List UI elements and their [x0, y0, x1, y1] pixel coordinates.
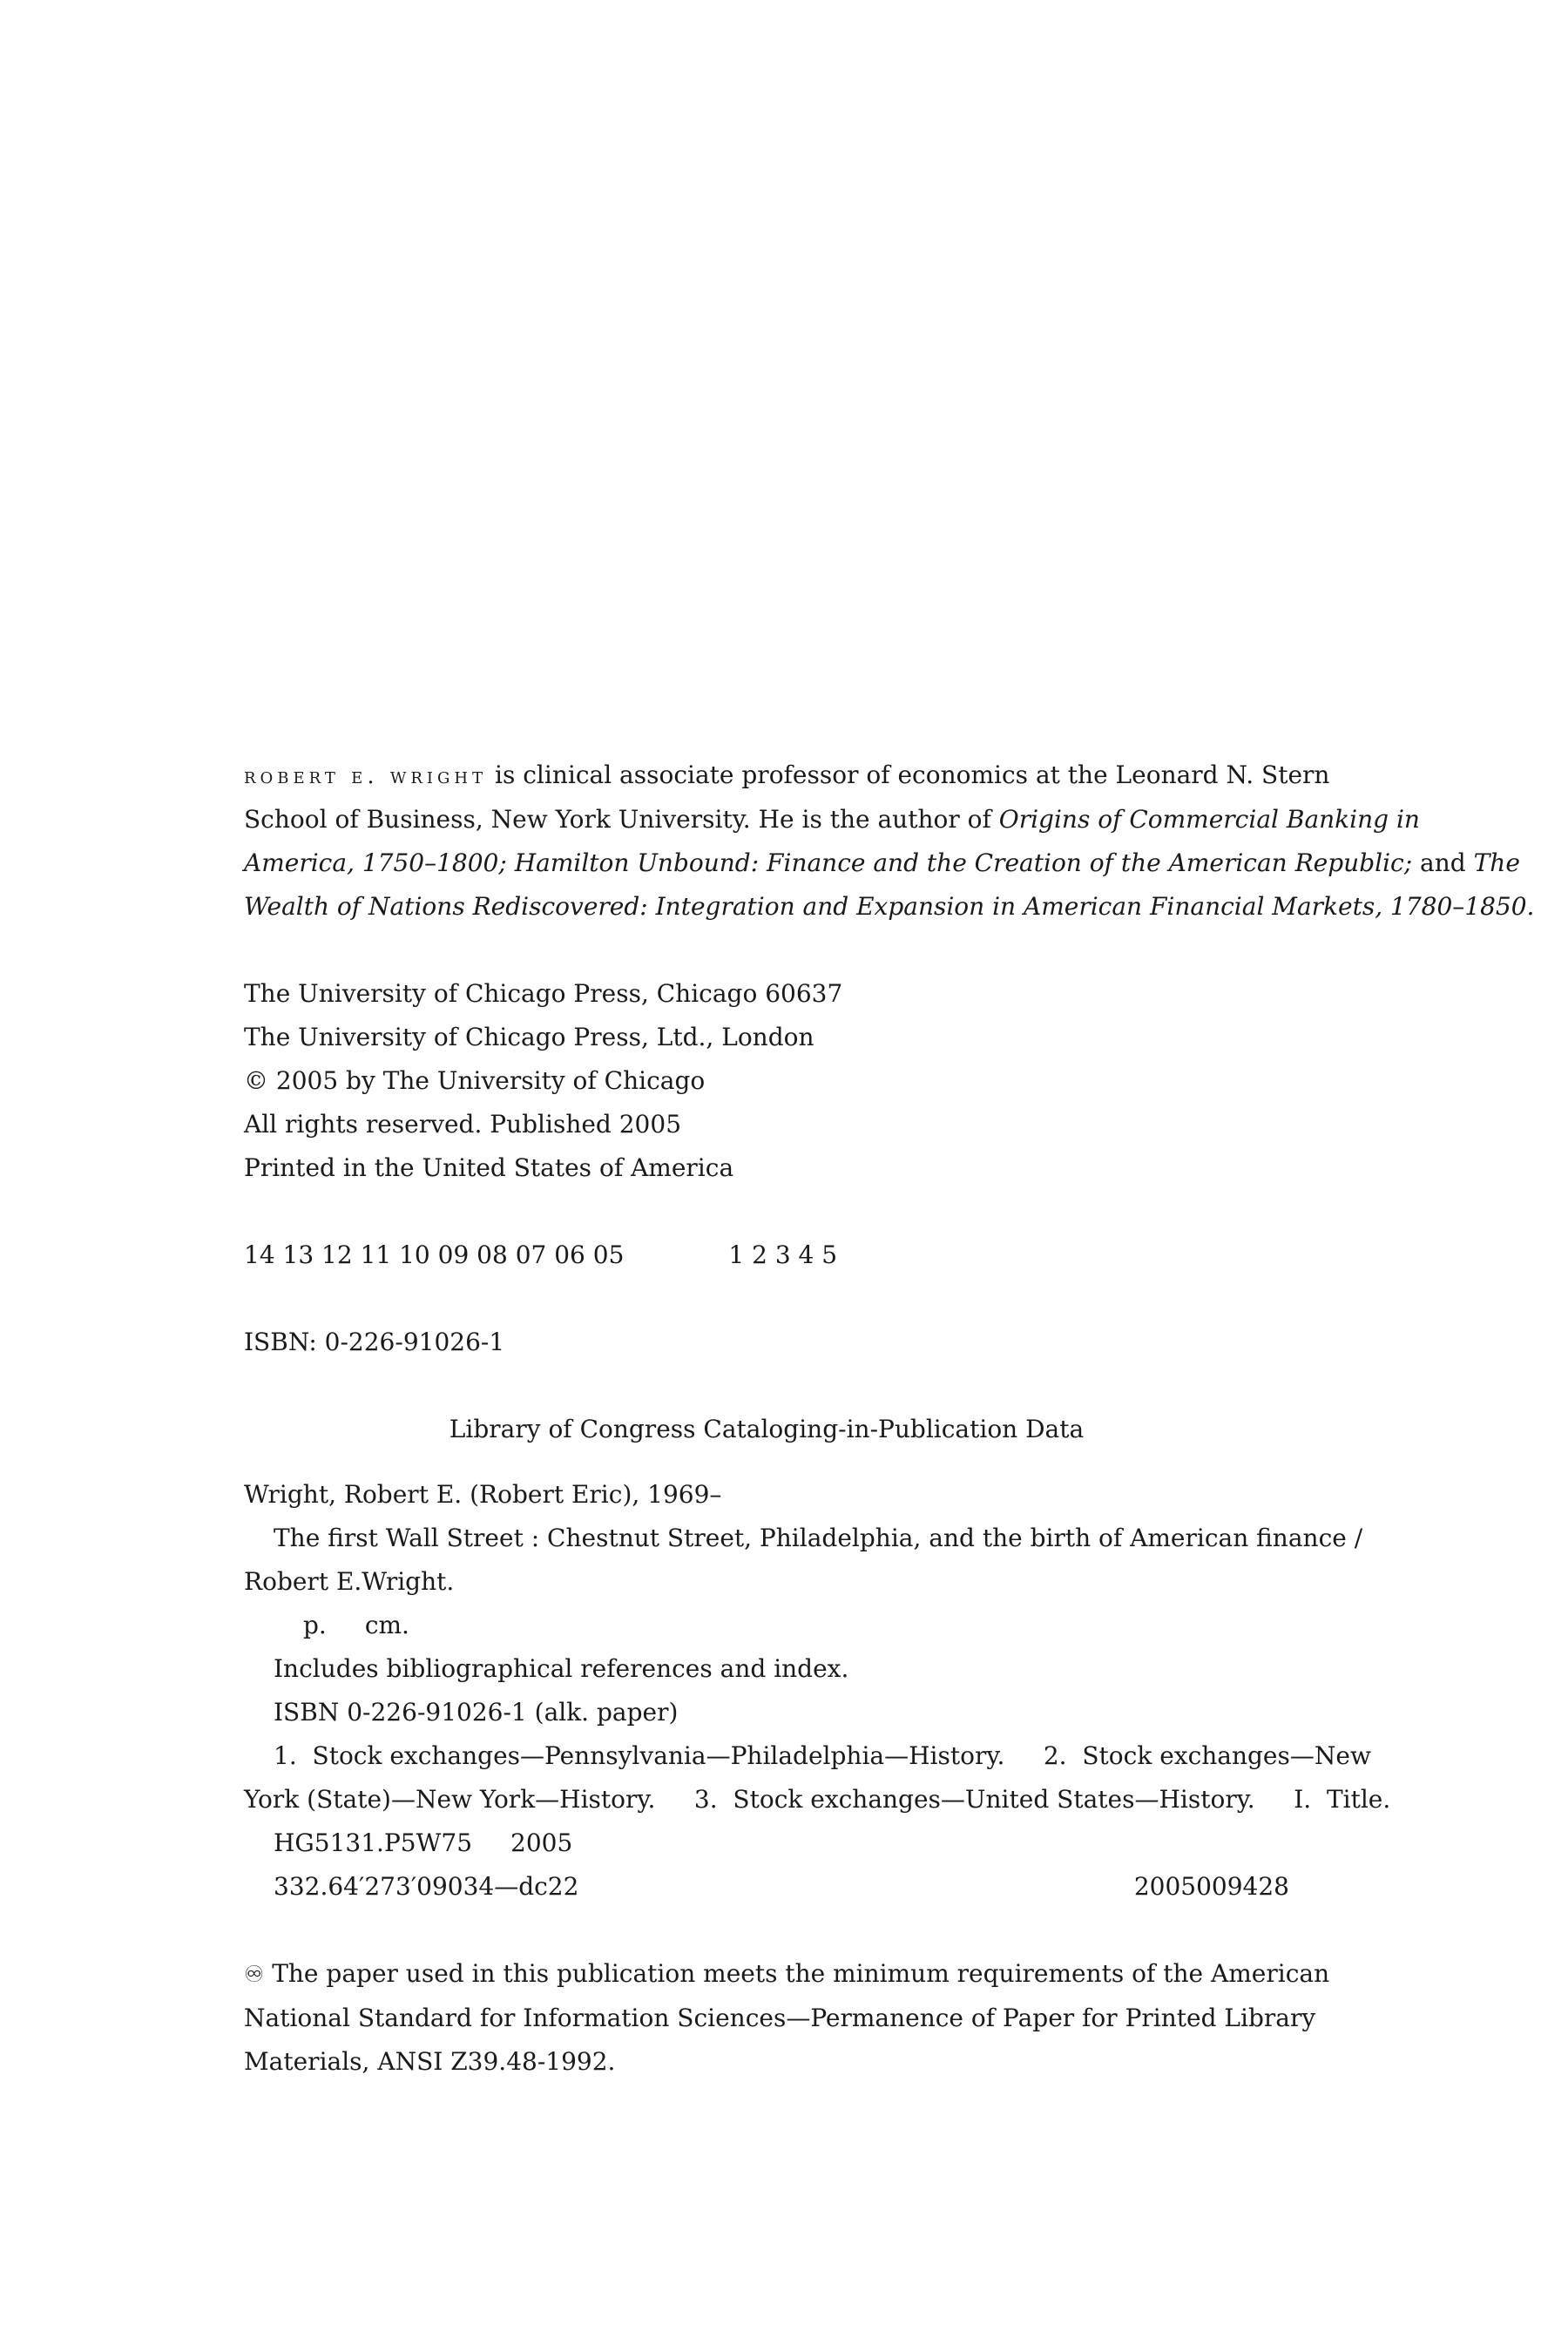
cip-subjects: 1. Stock exchanges—Pennsylvania—Philadelphia—History. 2. Stock exchanges—New: [274, 1741, 1371, 1770]
cip-isbn: ISBN 0-226-91026-1 (alk. paper): [274, 1698, 679, 1727]
cip-pages: p.: [303, 1611, 327, 1639]
cip-author: Wright, Robert E. (Robert Eric), 1969–: [244, 1480, 722, 1509]
cip-record: [244, 1473, 1391, 1909]
book-title-1: Origins of Commercial Banking in: [998, 805, 1420, 834]
book-title-3b: Wealth of Nations Rediscovered: Integration and Expansion in American Financial Markets, 1780–1850.: [244, 892, 1535, 921]
publisher-line: The University of Chicago Press, Chicago 60637: [244, 979, 843, 1008]
print-impressions: 1 2 3 4 5: [728, 1240, 838, 1269]
paper-notice-line-3: Materials, ANSI Z39.48-1992.: [244, 2047, 616, 2076]
book-title-3a: The: [1473, 848, 1520, 877]
lc-year: 2005: [510, 1828, 573, 1857]
cip-cm: cm.: [364, 1611, 409, 1639]
paper-notice: [244, 1952, 1330, 2084]
cip-title-cont: Robert E.Wright.: [244, 1567, 455, 1596]
cip-physical: [244, 1604, 1289, 1647]
printed-line: Printed in the United States of America: [244, 1153, 734, 1182]
book-titles-2: America, 1750–1800; Hamilton Unbound: Finance and the Creation of the American Republic;: [244, 848, 1413, 877]
cip-heading: Library of Congress Cataloging-in-Publication Data: [449, 1415, 1085, 1443]
cip-dewey-row: [244, 1865, 1289, 1909]
publisher-info: [244, 972, 1289, 1190]
bio-line-2: School of Business, New York University. He is the author of: [244, 805, 999, 834]
cip-subjects-cont: York (State)—New York—History. 3. Stock exchanges—United States—History. I. Title.: [244, 1785, 1391, 1814]
print-years: 14 13 12 11 10 09 08 07 06 05: [244, 1240, 625, 1269]
cip-lc-class: [244, 1821, 1289, 1865]
lccn: 2005009428: [1133, 1872, 1289, 1901]
publisher-line: The University of Chicago Press, Ltd., London: [244, 1023, 814, 1051]
paper-notice-line-2: National Standard for Information Sciences—Permanence of Paper for Printed Library: [244, 2004, 1316, 2032]
paper-notice-line-1: The paper used in this publication meets the minimum requirements of the American: [272, 1959, 1330, 1988]
printing-line: [244, 1233, 1289, 1277]
infinity-paper-icon: ♾: [244, 1962, 265, 1988]
copyright-page: [244, 754, 1535, 2127]
dewey-number: 332.64′273′09034—dc22: [274, 1872, 579, 1901]
author-bio: [244, 754, 1535, 929]
isbn: ISBN: 0-226-91026-1: [244, 1328, 505, 1356]
rights-line: All rights reserved. Published 2005: [244, 1110, 682, 1139]
bio-conjunction: and: [1412, 848, 1474, 877]
cip-notes: Includes bibliographical references and index.: [274, 1654, 849, 1683]
cip-title: The first Wall Street : Chestnut Street, Philadelphia, and the birth of American finance /: [274, 1524, 1363, 1552]
bio-line-1: is clinical associate professor of economics at the Leonard N. Stern: [487, 760, 1330, 789]
copyright-line: © 2005 by The University of Chicago: [244, 1066, 706, 1095]
author-name: robert e. wright: [244, 763, 488, 789]
lc-call-number: HG5131.P5W75: [274, 1828, 473, 1857]
